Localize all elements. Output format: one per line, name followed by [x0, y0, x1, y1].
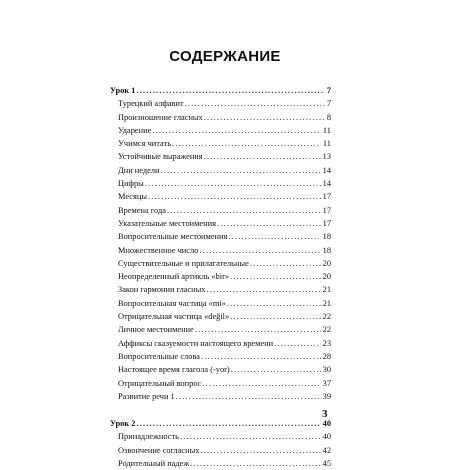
dot-leader	[176, 390, 321, 403]
toc-item-label: Вопросительная частица «mi»	[118, 298, 226, 308]
toc-item[interactable]	[110, 390, 331, 403]
page-title: СОДЕРЖАНИЕ	[169, 48, 281, 65]
dot-leader	[185, 97, 325, 110]
toc-item[interactable]	[110, 283, 331, 296]
toc-item-page: 22	[322, 325, 331, 335]
toc-item-label: Турецкий алфавит	[118, 99, 184, 109]
toc-item[interactable]	[110, 111, 331, 124]
toc-item-page: 14	[322, 179, 331, 189]
toc-item[interactable]	[110, 204, 331, 217]
lesson-entry[interactable]	[110, 417, 331, 430]
toc-item-page: 39	[322, 391, 331, 401]
toc-item[interactable]	[110, 150, 331, 163]
toc-item-label: Развитие речи 1	[118, 391, 175, 401]
dot-leader	[231, 363, 321, 376]
lesson-label: Урок 1	[110, 86, 136, 95]
toc-item-label: Родительный падеж	[118, 459, 190, 469]
toc-item-label: Озвончение согласных	[118, 445, 200, 455]
toc-item-label: Существительные и прилагательные	[118, 258, 249, 268]
dot-leader	[228, 230, 320, 243]
toc-item-label: Множественное число	[118, 245, 199, 255]
toc-item[interactable]	[110, 297, 331, 310]
toc-item-label: Вопросительные местоимения	[118, 232, 228, 242]
dot-leader	[227, 297, 321, 310]
toc-item[interactable]	[110, 377, 331, 390]
lesson-page: 40	[322, 419, 331, 429]
toc-item-page: 18	[322, 245, 331, 255]
toc-item-page: 11	[322, 139, 331, 149]
toc-item-page: 20	[322, 258, 331, 268]
lesson-label: Урок 2	[110, 419, 136, 429]
dot-leader	[190, 457, 320, 470]
toc-item[interactable]	[110, 350, 331, 363]
dot-leader	[199, 244, 320, 257]
toc-item[interactable]	[110, 164, 331, 177]
toc-item[interactable]	[110, 177, 331, 190]
toc-item[interactable]	[110, 310, 331, 323]
dot-leader	[274, 337, 321, 350]
toc-item-label: Отрицательный вопрос	[118, 378, 202, 388]
toc-item[interactable]	[110, 217, 331, 230]
toc-item-label: Настоящее время глагола (-yor)	[118, 365, 230, 375]
toc-item-page: 17	[322, 205, 331, 215]
dot-leader	[217, 217, 321, 230]
dot-leader	[148, 190, 321, 203]
toc-item-label: Личное местоимение	[118, 325, 194, 335]
toc-item-label: Аффиксы сказуемости настоящего времени	[118, 338, 274, 348]
lesson-page: 7	[326, 86, 331, 95]
toc-item[interactable]	[110, 323, 331, 336]
toc-item-page: 21	[322, 298, 331, 308]
toc-item-page: 8	[326, 112, 331, 122]
toc-item[interactable]	[110, 363, 331, 376]
toc-item-label: Неопределенный артикль «bir»	[118, 272, 230, 282]
toc-item-page: 20	[322, 272, 331, 282]
dot-leader	[145, 177, 321, 190]
toc-item-page: 17	[322, 218, 331, 228]
dot-leader	[136, 84, 324, 97]
toc-item-label: Времена года	[118, 205, 166, 215]
dot-leader	[202, 377, 320, 390]
dot-leader	[180, 430, 321, 443]
toc-item-label: Цифры	[118, 179, 144, 189]
toc-item-page: 45	[322, 459, 331, 469]
toc-item-page: 18	[322, 232, 331, 242]
toc-item-page: 30	[322, 365, 331, 375]
dot-leader	[152, 124, 321, 137]
toc-item-page: 17	[322, 192, 331, 202]
toc-item-label: Учимся читать	[118, 139, 172, 149]
toc-item-page: 13	[322, 152, 331, 162]
section-gap	[110, 403, 331, 417]
toc-item[interactable]	[110, 457, 331, 470]
toc-item[interactable]	[110, 230, 331, 243]
toc-item-label: Закон гармонии гласных	[118, 285, 206, 295]
toc-item[interactable]	[110, 97, 331, 110]
toc-item-page: 37	[322, 378, 331, 388]
dot-leader	[250, 257, 321, 270]
dot-leader	[167, 204, 321, 217]
toc-item[interactable]	[110, 430, 331, 443]
toc-item-page: 22	[322, 312, 331, 322]
toc-item[interactable]	[110, 444, 331, 457]
toc-item-page: 21	[322, 285, 331, 295]
toc-item[interactable]	[110, 337, 331, 350]
toc-item-label: Дни недели	[118, 165, 160, 175]
toc-item-page: 40	[322, 432, 331, 442]
dot-leader	[172, 137, 321, 150]
toc-item[interactable]	[110, 190, 331, 203]
lesson-entry[interactable]	[110, 84, 331, 97]
toc-item-page: 42	[322, 445, 331, 455]
toc-item[interactable]	[110, 137, 331, 150]
toc-item-label: Отрицательная частица «değil»	[118, 312, 230, 322]
toc-item-label: Произношение гласных	[118, 112, 203, 122]
toc-item-page: 14	[322, 165, 331, 175]
toc-item-page: 23	[322, 338, 331, 348]
dot-leader	[161, 164, 321, 177]
dot-leader	[230, 310, 320, 323]
dot-leader	[206, 283, 320, 296]
toc-item-label: Указательные местоимения	[118, 218, 216, 228]
dot-leader	[230, 270, 321, 283]
toc-item-label: Принадлежность	[118, 432, 179, 442]
dot-leader	[204, 150, 321, 163]
toc-item[interactable]	[110, 124, 331, 137]
dot-leader	[200, 444, 320, 457]
dot-leader	[204, 111, 325, 124]
toc-item-label: Ударение	[118, 125, 152, 135]
toc-item[interactable]	[110, 244, 331, 257]
toc-item[interactable]	[110, 270, 331, 283]
table-of-contents	[110, 84, 331, 470]
dot-leader	[136, 417, 320, 430]
page-number: 3	[322, 408, 328, 420]
toc-item[interactable]	[110, 257, 331, 270]
dot-leader	[195, 323, 321, 336]
toc-item-label: Вопросительные слова	[118, 351, 200, 361]
toc-item-label: Месяцы	[118, 192, 147, 202]
toc-item-page: 28	[322, 351, 331, 361]
toc-item-page: 7	[326, 99, 331, 109]
toc-item-page: 11	[322, 125, 331, 135]
toc-item-label: Устойчивые выражения	[118, 152, 203, 162]
dot-leader	[201, 350, 321, 363]
